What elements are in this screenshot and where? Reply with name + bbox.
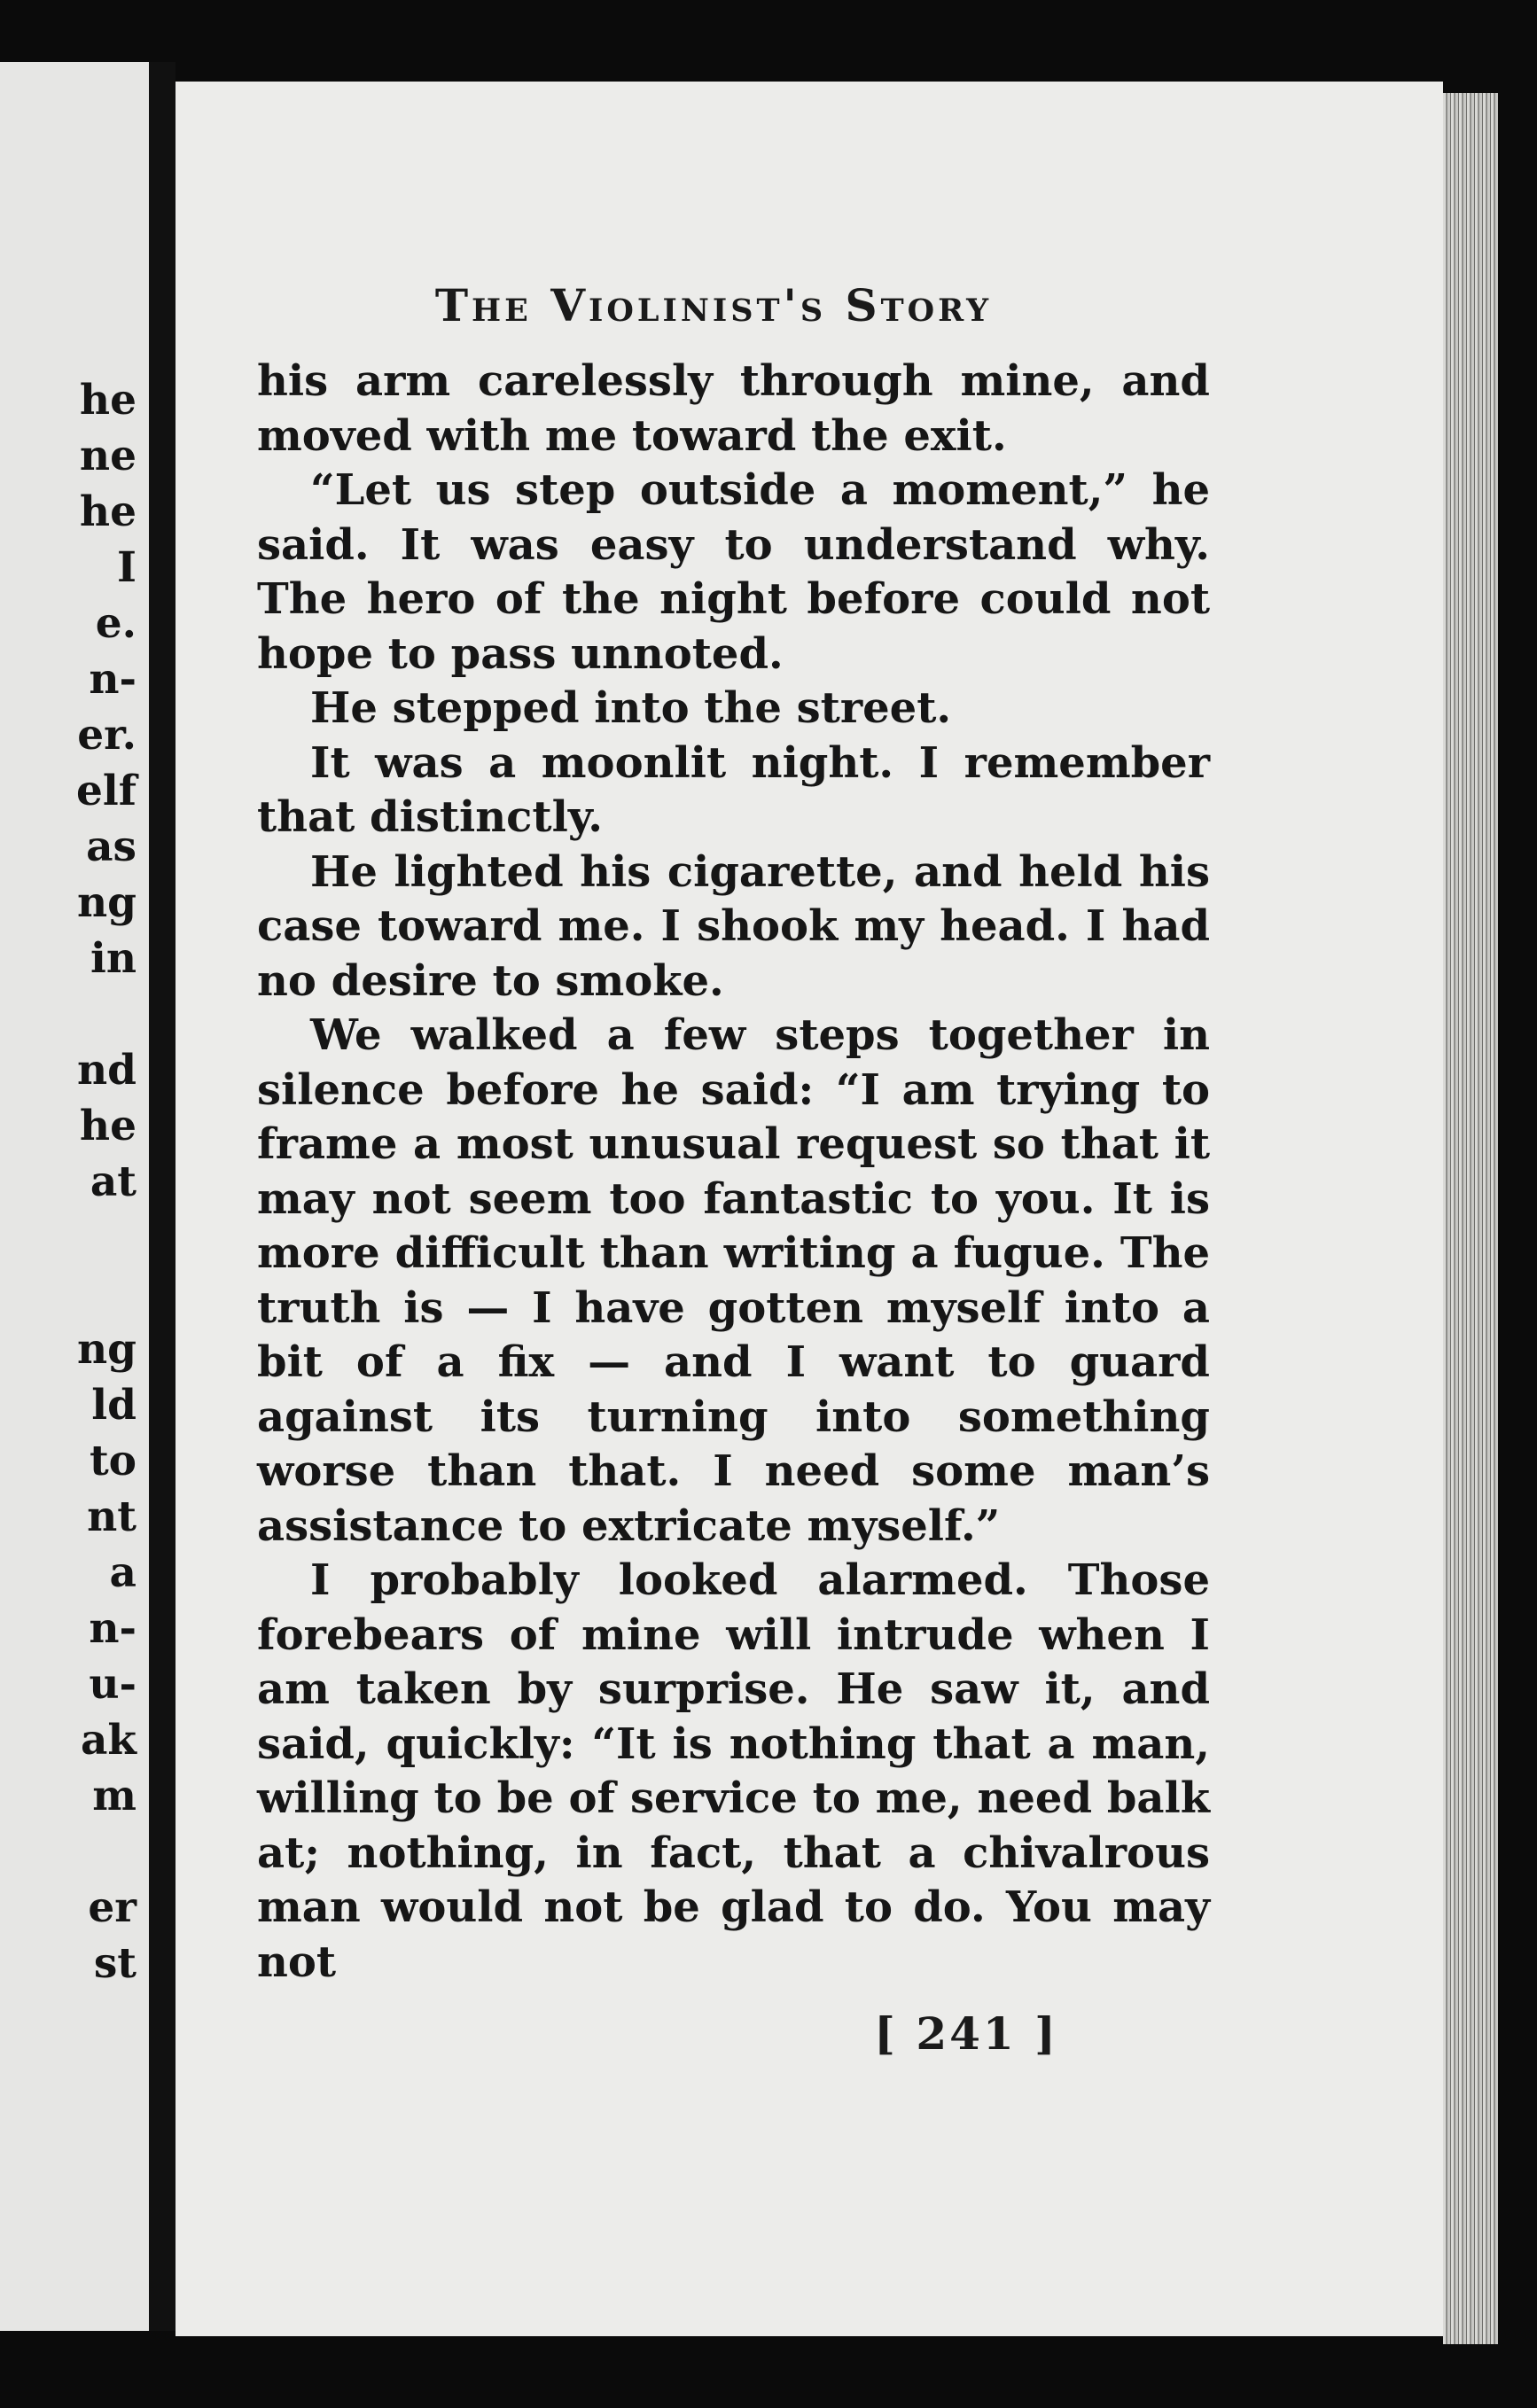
line-fragment: ld (91, 1381, 137, 1430)
body-text (257, 355, 1210, 1990)
line-fragment: to (89, 1437, 137, 1485)
paragraph: It was a moonlit night. I remember that distinctly. (257, 737, 1210, 842)
line-fragment: n- (89, 655, 137, 704)
line-fragment: elf (76, 767, 137, 815)
line-fragment: I (117, 543, 137, 592)
line-fragment (0, 1824, 137, 1880)
line-fragment (0, 1266, 137, 1321)
line-fragment: n- (89, 1604, 137, 1653)
line-fragment: ng (76, 878, 137, 927)
paragraph: We walked a few steps together in silence before he said: “I am trying to frame a most unusual request so that it may not seem too fantastic to you. It is more difficult than writing a fugue. The truth is — I have gotten myself into a bit of a fix — and I want to guard against its turning into something worse than that. I need some man’s assistance to extricate myself.” (257, 1010, 1210, 1551)
line-fragment: e. (95, 599, 137, 648)
facing-page-fragment (0, 62, 149, 2331)
running-head: The Violinist's Story (434, 279, 993, 331)
paragraph: He lighted his cigarette, and held his case toward me. I shook my head. I had no desire to smoke. (257, 846, 1210, 1006)
page-edges (1443, 93, 1498, 2344)
line-fragment: a (109, 1548, 137, 1597)
line-fragment: as (86, 822, 137, 871)
paragraph: his arm carelessly through mine, and moved with me toward the exit. (257, 356, 1210, 461)
line-fragment: he (79, 1102, 137, 1150)
line-fragment: he (79, 487, 137, 536)
line-fragment: ne (79, 432, 137, 480)
line-fragment: u- (89, 1660, 137, 1709)
line-fragment (0, 986, 137, 1042)
paragraph: He stepped into the street. (310, 683, 952, 733)
line-fragment (0, 1210, 137, 1266)
paragraph: I probably looked alarmed. Those forebears of mine will intrude when I am taken by surprise. He saw it, and said, quickly: “It is nothing that a man, willing to be of service to me, need balk at; nothing, in fact, that a chivalrous man would not be glad to do. You may not (257, 1555, 1210, 1987)
line-fragment: nt (87, 1492, 137, 1541)
line-fragment: he (79, 376, 137, 425)
line-fragment: m (92, 1772, 137, 1820)
book-gutter (149, 62, 176, 2331)
line-fragment: nd (76, 1046, 137, 1095)
line-fragment: er. (77, 711, 137, 760)
line-fragment: at (90, 1157, 137, 1206)
line-fragment: st (93, 1939, 137, 1988)
facing-page-line-ends (0, 372, 137, 1991)
line-fragment: in (90, 934, 137, 983)
line-fragment: ng (76, 1325, 137, 1374)
line-fragment: ak (80, 1716, 137, 1765)
page-number: [ 241 ] (874, 2007, 1058, 2060)
line-fragment: er (88, 1883, 137, 1932)
paragraph: “Let us step outside a moment,” he said. It was easy to understand why. The hero of the night before could not hope to pass unnoted. (257, 465, 1210, 679)
